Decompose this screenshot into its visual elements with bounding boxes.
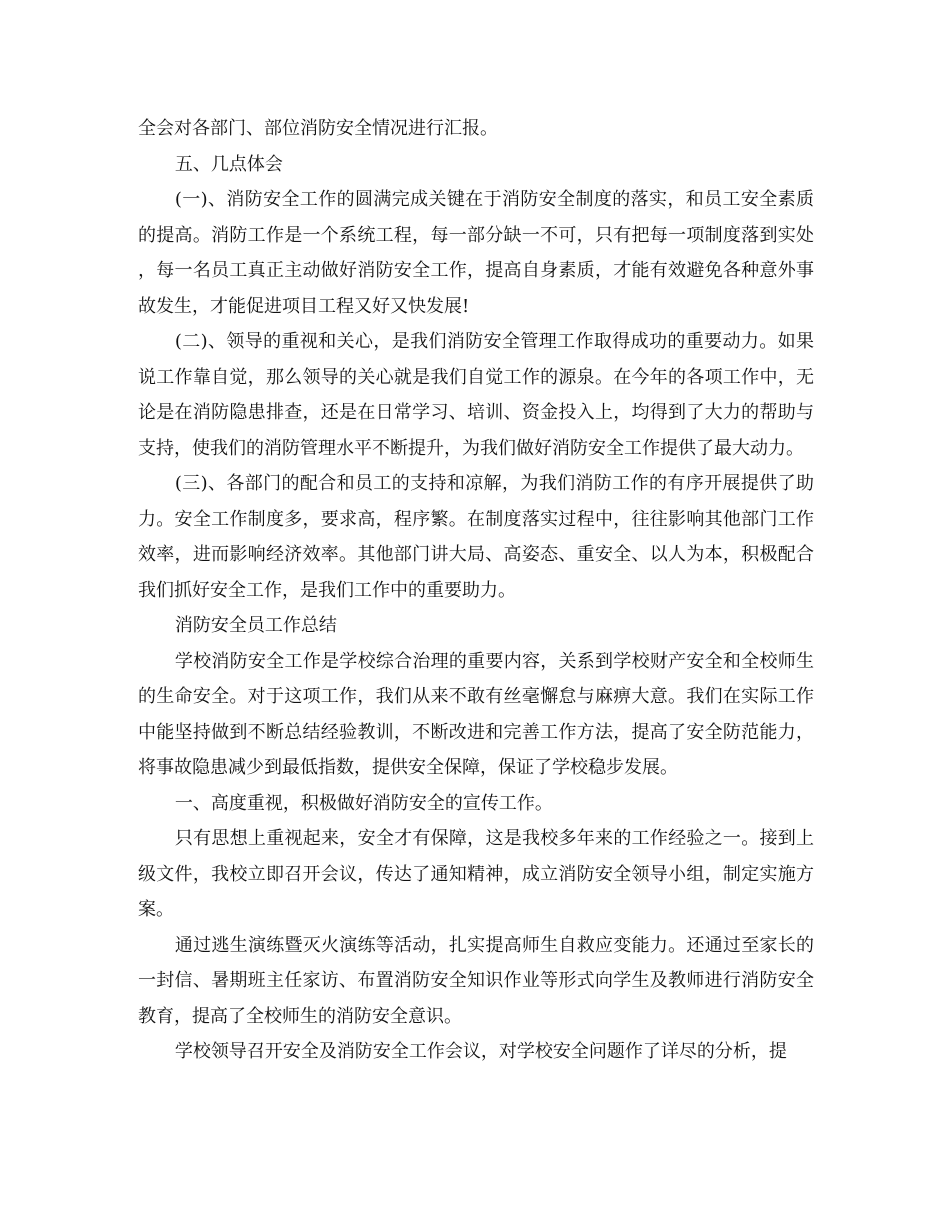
- paragraph-body: 通过逃生演练暨灭火演练等活动，扎实提高师生自救应变能力。还通过至家长的一封信、暑期班主任家访、布置消防安全知识作业等形式向学生及教师进行消防安全教育，提高了全校师生的消防安全意识。: [138, 934, 814, 1027]
- paragraph-body: 只有思想上重视起来，安全才有保障，这是我校多年来的工作经验之一。接到上级文件，我校立即召开会议，传达了通知精神，成立消防安全领导小组，制定实施方案。: [138, 828, 814, 920]
- paragraph-intro: 学校消防安全工作是学校综合治理的重要内容，关系到学校财产安全和全校师生的生命安全。对于这项工作，我们从来不敢有丝毫懈怠与麻痹大意。我们在实际工作中能坚持做到不断总结经验教训，不断改进和完善工作方法，提高了安全防范能力，将事故隐患减少到最低指数，提供安全保障，保证了学校稳步发展。: [138, 650, 814, 778]
- document-body: [138, 111, 814, 1070]
- paragraph-point-one: (一)、消防安全工作的圆满完成关键在于消防安全制度的落实，和员工安全素质的提高。消防工作是一个系统工程，每一部分缺一不可，只有把每一项制度落到实处，每一名员工真正主动做好消防安全工作，提高自身素质，才能有效避免各种意外事故发生，才能促进项目工程又好又快发展!: [138, 189, 814, 317]
- paragraph-point-three: (三)、各部门的配合和员工的支持和凉解，为我们消防工作的有序开展提供了助力。安全工作制度多，要求高，程序繁。在制度落实过程中，往往影响其他部门工作效率，进而影响经济效率。其他部门讲大局、高姿态、重安全、以人为本，积极配合我们抓好安全工作，是我们工作中的重要助力。: [138, 473, 814, 601]
- section-heading-one: 一、高度重视，积极做好消防安全的宣传工作。: [174, 792, 553, 814]
- section-heading-five: 五、几点体会: [174, 153, 283, 175]
- paragraph-body-truncated: 学校领导召开安全及消防安全工作会议，对学校安全问题作了详尽的分析，提: [174, 1041, 787, 1062]
- paragraph-point-two: (二)、领导的重视和关心，是我们消防安全管理工作取得成功的重要动力。如果说工作靠自觉，那么领导的关心就是我们自觉工作的源泉。在今年的各项工作中，无论是在消防隐患排查，还是在日常学习、培训、资金投入上，均得到了大力的帮助与支持，使我们的消防管理水平不断提升，为我们做好消防安全工作提供了最大动力。: [138, 331, 814, 459]
- paragraph-continuation: 全会对各部门、部位消防安全情况进行汇报。: [138, 118, 498, 139]
- document-subtitle: 消防安全员工作总结: [174, 615, 337, 636]
